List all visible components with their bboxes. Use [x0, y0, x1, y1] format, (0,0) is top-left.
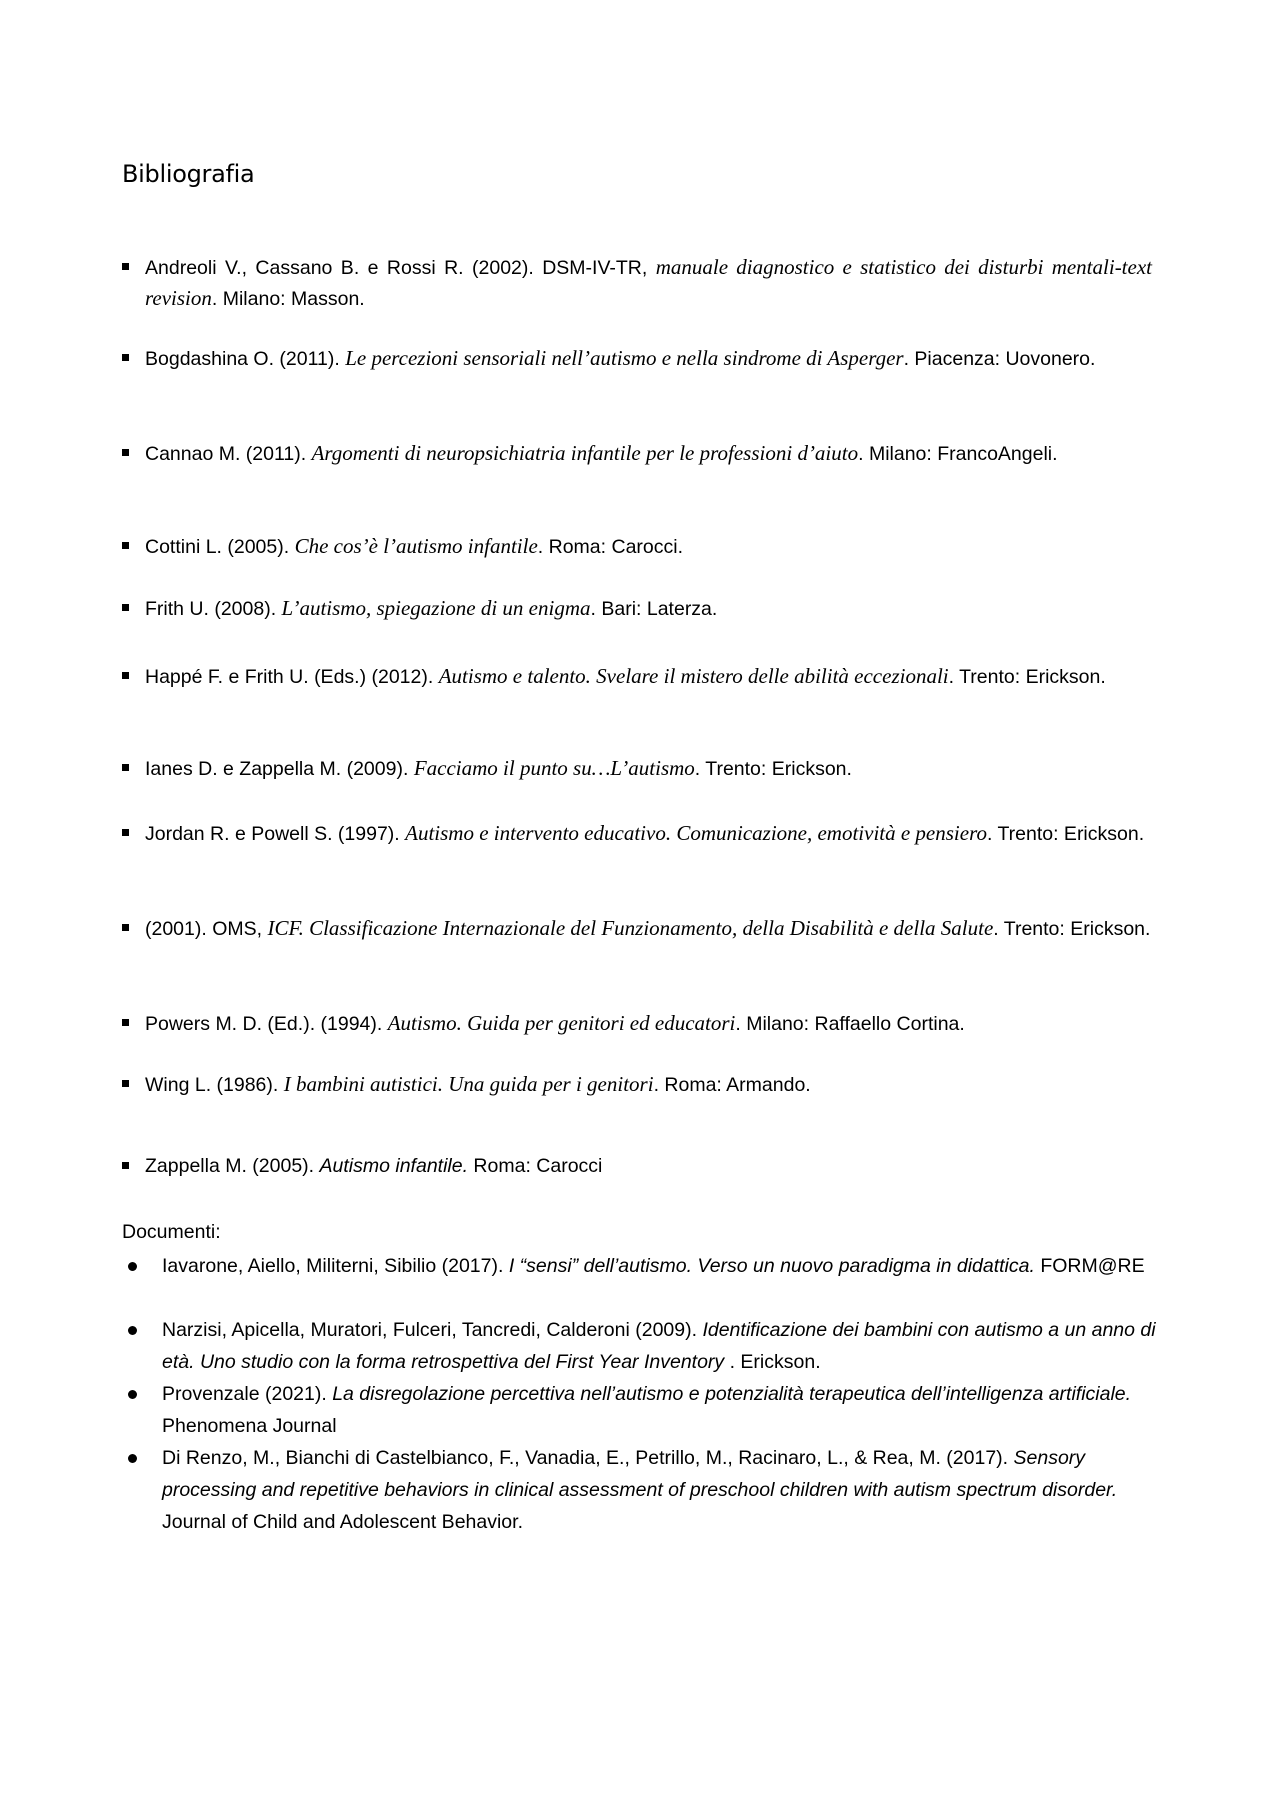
reference-item — [122, 753, 1152, 784]
document-item — [122, 1250, 1162, 1282]
reference-publisher: . Trento: Erickson. — [948, 666, 1106, 688]
reference-publisher: . Milano: Masson. — [211, 288, 365, 310]
reference-publisher: . Milano: FrancoAngeli. — [858, 443, 1058, 465]
reference-item — [122, 1151, 1152, 1181]
documents-heading: Documenti: — [122, 1221, 221, 1243]
square-bullet-icon — [122, 924, 129, 931]
reference-title: L’autismo, spiegazione di un enigma — [281, 596, 591, 620]
square-bullet-icon — [122, 1162, 129, 1169]
document-title: La disregolazione percettiva nell’autismo e potenzialità terapeutica dell’intelligenza artificiale. — [332, 1383, 1132, 1405]
reference-publisher: . Trento: Erickson. — [993, 918, 1151, 940]
reference-authors: Wing L. (1986). — [145, 1074, 284, 1096]
document-title: Sensory processing and repetitive behaviors in clinical assessment of preschool children with autism spectrum disorder. — [162, 1447, 1118, 1501]
reference-item — [122, 343, 1152, 374]
document-item — [122, 1314, 1162, 1378]
document-source: FORM@RE — [1034, 1255, 1145, 1277]
reference-title: Autismo e talento. Svelare il mistero delle abilità eccezionali — [438, 664, 949, 688]
document-title: I “sensi” dell’autismo. Verso un nuovo paradigma in didattica. — [508, 1255, 1035, 1277]
square-bullet-icon — [122, 542, 129, 549]
reference-title: Autismo e intervento educativo. Comunicazione, emotività e pensiero — [405, 821, 987, 845]
round-bullet-icon — [128, 1326, 137, 1335]
reference-authors: Happé F. e Frith U. (Eds.) (2012). — [145, 666, 439, 688]
document-source: . Erickson. — [724, 1351, 821, 1373]
reference-publisher: Roma: Carocci — [468, 1155, 603, 1177]
round-bullet-icon — [128, 1262, 137, 1271]
reference-publisher: . Roma: Armando. — [653, 1074, 811, 1096]
reference-title: Le percezioni sensoriali nell’autismo e nella sindrome di Asperger — [345, 346, 904, 370]
reference-title: ICF. Classificazione Internazionale del Funzionamento, della Disabilità e della Salute — [267, 916, 994, 940]
reference-title: Autismo infantile. — [319, 1155, 469, 1177]
reference-title: I bambini autistici. Una guida per i genitori — [283, 1072, 654, 1096]
reference-authors: Zappella M. (2005). — [145, 1155, 320, 1177]
square-bullet-icon — [122, 829, 129, 836]
round-bullet-icon — [128, 1390, 137, 1399]
reference-authors: (2001). OMS, — [145, 918, 268, 940]
reference-authors: Ianes D. e Zappella M. (2009). — [145, 758, 414, 780]
reference-publisher: . Bari: Laterza. — [590, 598, 718, 620]
reference-publisher: . Piacenza: Uovonero. — [903, 348, 1096, 370]
reference-publisher: . Trento: Erickson. — [694, 758, 852, 780]
page-title: Bibliografia — [122, 160, 255, 188]
document-item — [122, 1442, 1162, 1538]
reference-item — [122, 438, 1152, 469]
reference-authors: Frith U. (2008). — [145, 598, 282, 620]
reference-item — [122, 531, 1152, 562]
square-bullet-icon — [122, 764, 129, 771]
reference-publisher: . Roma: Carocci. — [537, 536, 683, 558]
reference-item — [122, 1008, 1152, 1039]
reference-authors: Powers M. D. (Ed.). (1994). — [145, 1013, 388, 1035]
document-title: Identificazione dei bambini con autismo a un anno di età. Uno studio con la forma retrospettiva del First Year Inventory — [162, 1319, 1156, 1373]
reference-item — [122, 818, 1152, 849]
reference-title: Che cos’è l’autismo infantile — [294, 534, 538, 558]
square-bullet-icon — [122, 354, 129, 361]
document-authors: Iavarone, Aiello, Militerni, Sibilio (2017). — [162, 1255, 509, 1277]
document-source: Phenomena Journal — [162, 1415, 337, 1437]
reference-publisher: . Milano: Raffaello Cortina. — [735, 1013, 965, 1035]
square-bullet-icon — [122, 449, 129, 456]
reference-authors: Cottini L. (2005). — [145, 536, 295, 558]
round-bullet-icon — [128, 1454, 137, 1463]
reference-item — [122, 593, 1152, 624]
square-bullet-icon — [122, 604, 129, 611]
document-authors: Provenzale (2021). — [162, 1383, 333, 1405]
reference-item — [122, 661, 1152, 692]
reference-authors: Bogdashina O. (2011). — [145, 348, 346, 370]
square-bullet-icon — [122, 1019, 129, 1026]
reference-item — [122, 1069, 1152, 1100]
reference-title: manuale diagnostico e statistico dei disturbi mentali-text revision — [145, 255, 1152, 310]
reference-authors: Jordan R. e Powell S. (1997). — [145, 823, 406, 845]
reference-item — [122, 252, 1152, 314]
reference-publisher: . Trento: Erickson. — [986, 823, 1145, 845]
reference-title: Facciamo il punto su…L’autismo — [413, 756, 695, 780]
document-authors: Narzisi, Apicella, Muratori, Fulceri, Tancredi, Calderoni (2009). — [162, 1319, 703, 1341]
document-item — [122, 1378, 1162, 1442]
square-bullet-icon — [122, 263, 129, 270]
square-bullet-icon — [122, 672, 129, 679]
document-authors: Di Renzo, M., Bianchi di Castelbianco, F., Vanadia, E., Petrillo, M., Racinaro, L., & Rea, M. (2017). — [162, 1447, 1014, 1469]
document-source: Journal of Child and Adolescent Behavior. — [162, 1511, 523, 1533]
reference-authors: Andreoli V., Cassano B. e Rossi R. (2002). DSM-IV-TR, — [145, 257, 656, 279]
reference-authors: Cannao M. (2011). — [145, 443, 312, 465]
reference-title: Autismo. Guida per genitori ed educatori — [387, 1011, 736, 1035]
square-bullet-icon — [122, 1080, 129, 1087]
reference-title: Argomenti di neuropsichiatria infantile per le professioni d’aiuto — [311, 441, 859, 465]
reference-item — [122, 913, 1152, 944]
